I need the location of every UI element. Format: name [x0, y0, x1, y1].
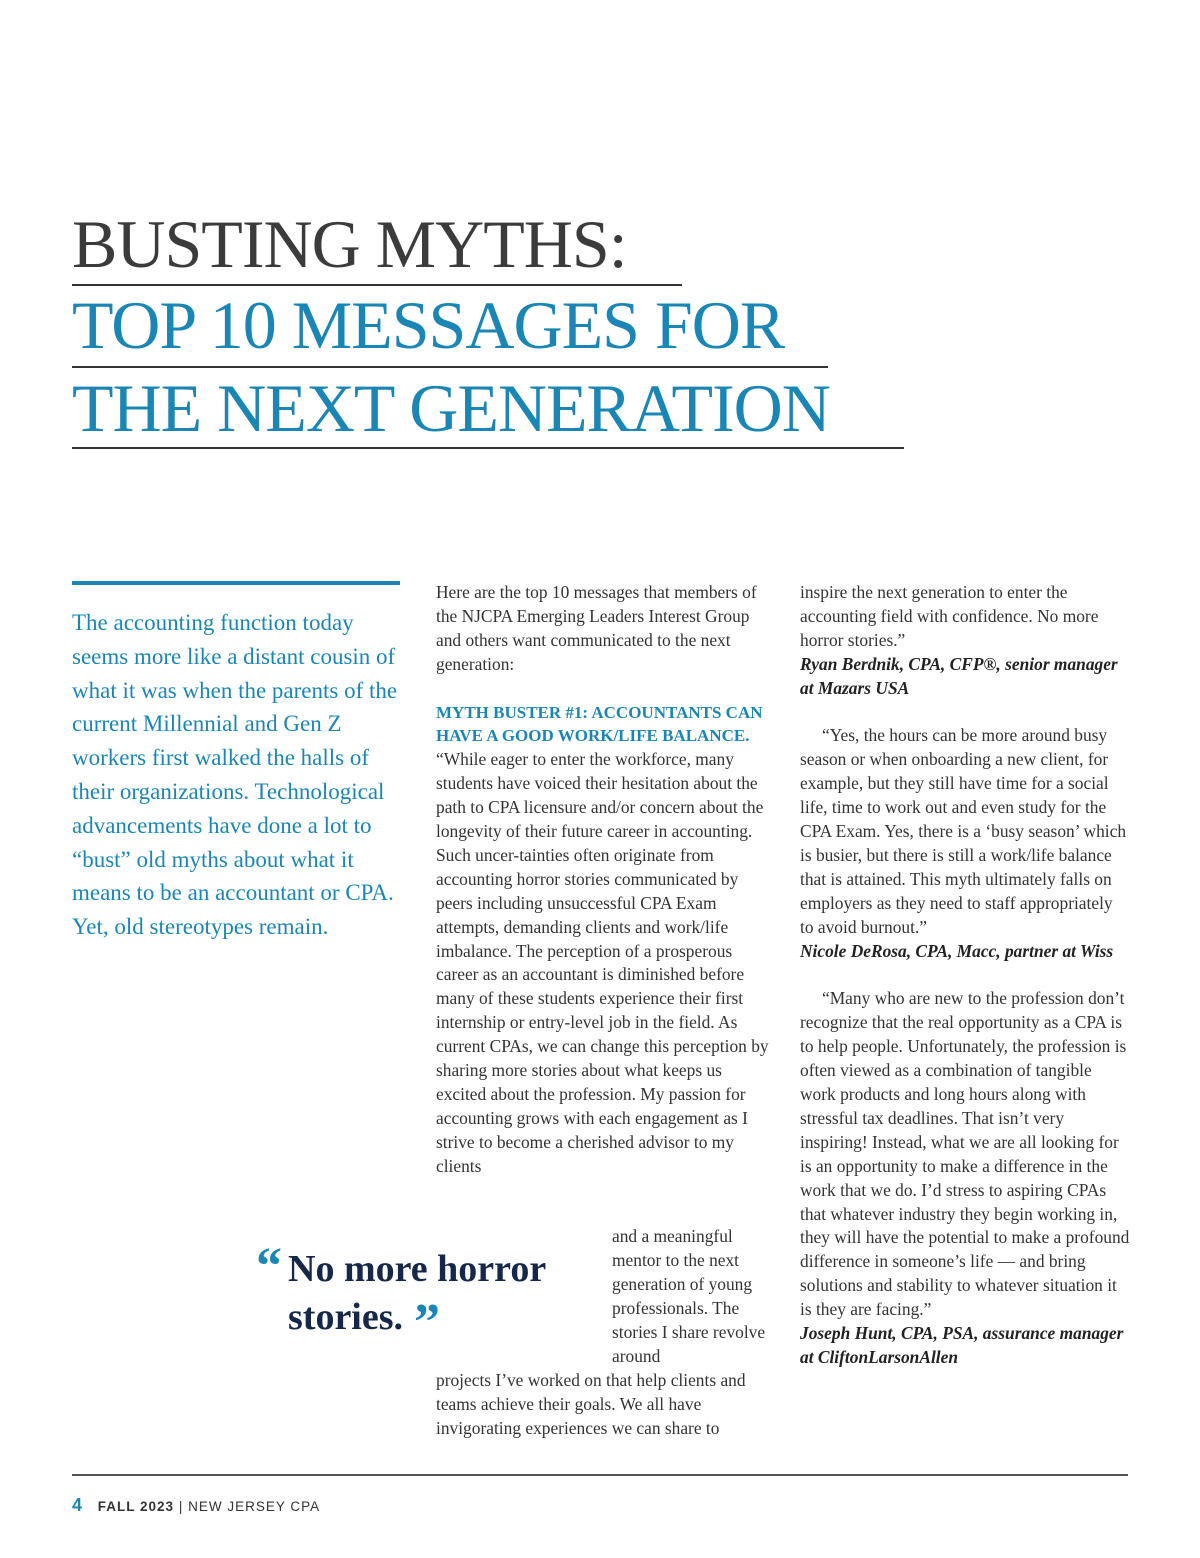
- article-column-1: [436, 581, 771, 1179]
- headline-line-1: BUSTING MYTHS:: [72, 206, 627, 282]
- attribution-derosa: Nicole DeRosa, CPA, Macc, partner at Wiss: [800, 940, 1114, 961]
- quote-paragraph-part-1: “While eager to enter the workforce, many students have voiced their hesitation about the path to CPA licensure and/or concern about the longevity of their future career in accounting. Such uncer-tainties often originate from accounting horror stories communicated by peers including unsuccessful CPA Exam attempts, demanding clients and work/life imbalance. The perception of a prosperous career as an accountant is diminished before many of these students experience their first internship or entry-level job in the field. As current CPAs, we can change this perception by sharing more stories about what keeps us excited about the profession. My passion for accounting grows with each engagement as I strive to become a cherished advisor to my clients: [436, 749, 769, 1176]
- page-footer: [72, 1495, 320, 1516]
- footer-separator: |: [178, 1499, 184, 1514]
- close-quote-mark: ”: [414, 1294, 440, 1351]
- quote-paragraph-part-3: projects I’ve worked on that help clients and teams achieve their goals. We all have invigorating experiences we can share to: [436, 1370, 746, 1438]
- article-column-1-end: [436, 1369, 771, 1441]
- issue-label: FALL 2023: [97, 1499, 175, 1514]
- headline-underline-3: [72, 447, 904, 449]
- attribution-hunt: Joseph Hunt, CPA, PSA, assurance manager at CliftonLarsonAllen: [800, 1323, 1124, 1367]
- article-column-1-wrap: [612, 1225, 772, 1368]
- headline-line-2: TOP 10 MESSAGES FOR: [72, 287, 785, 363]
- lead-paragraph: Here are the top 10 messages that members of the NJCPA Emerging Leaders Interest Group and others want communicated to the next generation:: [436, 582, 757, 674]
- attribution-berdnik: Ryan Berdnik, CPA, CFP®, senior manager at Mazars USA: [800, 653, 1118, 698]
- headline-underline-2: [72, 366, 828, 368]
- intro-paragraph: The accounting function today seems more like a distant cousin of what it was when the parents of the current Millennial and Gen Z workers first walked the halls of their organizations. Technological advancements have done a lot to “bust” old myths about what it means to be an accountant or CPA. Yet, old stereotypes remain.: [72, 610, 398, 940]
- myth-buster-heading: MYTH BUSTER #1: ACCOUNTANTS CAN HAVE A GOOD WORK/LIFE BALANCE.: [436, 702, 763, 746]
- footer-rule: [72, 1474, 1128, 1476]
- publication-name: NEW JERSEY CPA: [188, 1499, 321, 1514]
- open-quote-mark: “: [256, 1238, 282, 1295]
- headline-underline-1: [72, 284, 682, 286]
- headline-line-3: THE NEXT GENERATION: [72, 370, 830, 446]
- quote-hunt: “Many who are new to the profession don’t recognize that the real opportunity as a CPA is to help people. Unfortunately, the profession is often viewed as a combination of tangible work products and long hours along with stressful tax deadlines. That isn’t very inspiring! Instead, what we are all looking for is an opportunity to make a difference in the work that we do. I’d stress to aspiring CPAs that whatever industry they begin working in, they will have the potential to make a profound difference in someone’s life — and bring solutions and stability to whatever situation it is they are facing.”: [800, 988, 1130, 1320]
- article-column-2: [800, 581, 1130, 1370]
- pull-quote-text: No more horror stories.: [288, 1248, 546, 1338]
- continuation-paragraph: inspire the next generation to enter the accounting field with confidence. No more horror stories.”: [800, 582, 1099, 650]
- quote-derosa: “Yes, the hours can be more around busy season or when onboarding a new client, for example, but they still have time for a social life, time to work out and even study for the CPA Exam. Yes, there is a ‘busy season’ which is busier, but there is still a work/life balance that is attained. This myth ultimately falls on employers as they need to staff appropriately to avoid burnout.”: [800, 725, 1127, 937]
- page-number: 4: [72, 1495, 84, 1515]
- quote-paragraph-part-2: and a meaningful mentor to the next generation of young professionals. The stories I share revolve around: [612, 1226, 766, 1366]
- intro-accent-bar: [72, 581, 400, 585]
